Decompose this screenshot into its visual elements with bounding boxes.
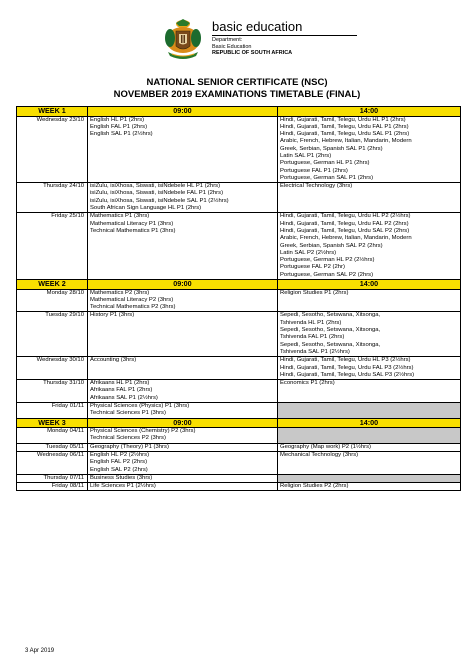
paper-entry: Geography (Theory) P1 (3hrs)	[90, 443, 169, 450]
day-cell: Thursday 31/10	[17, 380, 88, 403]
paper-entry: Arabic, French, Hebrew, Italian, Mandarin, Modern	[280, 235, 412, 242]
day-cell: Monday 28/10	[17, 289, 88, 312]
paper-entry: Business Studies (3hrs)	[90, 474, 153, 481]
pm-paper-cell	[278, 474, 461, 482]
table-row	[17, 474, 461, 482]
country-name: REPUBLIC OF SOUTH AFRICA	[212, 50, 293, 56]
day-cell: Tuesday 05/11	[17, 443, 88, 451]
paper-entry: Accounting (3hrs)	[90, 357, 137, 364]
table-row	[17, 380, 461, 403]
am-paper-cell	[88, 474, 278, 482]
paper-entry: Hindi, Gujarati, Tamil, Telegu, Urdu SAL P2 (2hrs)	[280, 227, 410, 234]
am-paper-cell	[88, 402, 278, 418]
am-paper-cell	[88, 289, 278, 312]
paper-entry: English SAL P2 (2hrs)	[90, 466, 148, 473]
paper-entry: Mathematical Literacy P2 (3hrs)	[90, 296, 174, 303]
paper-entry: Portuguese, German SAL P1 (2hrs)	[280, 174, 374, 181]
table-row	[17, 357, 461, 380]
week-label: WEEK 1	[17, 107, 88, 117]
paper-entry: Religion Studies P1 (2hrs)	[280, 289, 349, 296]
paper-entry: Tshivenda FAL P1 (2hrs)	[280, 334, 345, 341]
paper-entry: Life Sciences P1 (2½hrs)	[90, 483, 156, 490]
paper-entry: isiZulu, isiXhosa, Siswati, isiNdebele HL P1 (2hrs)	[90, 183, 221, 190]
table-row	[17, 213, 461, 280]
paper-entry: English HL P2 (2½hrs)	[90, 451, 150, 458]
pm-paper-cell	[278, 483, 461, 491]
table-row	[17, 116, 461, 183]
paper-entry: Portuguese, German HL P1 (2hrs)	[280, 160, 370, 167]
am-paper-cell	[88, 428, 278, 444]
paper-entry: Portuguese FAL P2 (2hr)	[280, 264, 345, 271]
paper-entry: Portuguese, German HL P2 (2½hrs)	[280, 257, 375, 264]
paper-entry: Arabic, French, Hebrew, Italian, Mandarin, Modern	[280, 138, 412, 145]
day-cell: Friday 08/11	[17, 483, 88, 491]
table-row	[17, 183, 461, 213]
paper-entry: Religion Studies P2 (2hrs)	[280, 483, 349, 490]
paper-entry: Hindi, Gujarati, Tamil, Telegu, Urdu SAL P1 (2hrs)	[280, 131, 410, 138]
footer-date: 3 Apr 2019	[25, 648, 55, 654]
am-paper-cell	[88, 116, 278, 183]
paper-entry: Sepedi, Sesotho, Setswana, Xitsonga,	[280, 341, 381, 348]
paper-entry: Technical Mathematics P2 (3hrs)	[90, 304, 176, 311]
day-cell: Wednesday 30/10	[17, 357, 88, 380]
day-cell: Friday 25/10	[17, 213, 88, 280]
week-label: WEEK 2	[17, 280, 88, 290]
week-header-row	[17, 107, 461, 117]
paper-entry: Latin SAL P2 (2½hrs)	[280, 249, 337, 256]
paper-entry: Latin SAL P1 (2hrs)	[280, 152, 332, 159]
pm-paper-cell	[278, 213, 461, 280]
pm-paper-cell	[278, 357, 461, 380]
paper-entry: Sepedi, Sesotho, Setswana, Xitsonga,	[280, 327, 381, 334]
pm-paper-cell	[278, 380, 461, 403]
am-paper-cell	[88, 451, 278, 474]
pm-paper-cell	[278, 116, 461, 183]
paper-entry: South African Sign Language HL P1 (2hrs)	[90, 205, 202, 212]
week-header-row	[17, 418, 461, 428]
timetable	[16, 106, 461, 491]
table-row	[17, 428, 461, 444]
paper-entry: Sepedi, Sesotho, Setswana, Xitsonga,	[280, 312, 381, 319]
department-label: Department:	[212, 37, 243, 43]
pm-paper-cell	[278, 402, 461, 418]
session-time-pm: 14:00	[278, 107, 461, 117]
brand-name: basic education	[212, 19, 303, 34]
paper-entry: Technical Sciences P1 (3hrs)	[90, 410, 166, 417]
paper-entry: Afrikaans SAL P1 (2½hrs)	[90, 394, 158, 401]
session-time-am: 09:00	[88, 418, 278, 428]
table-row	[17, 312, 461, 357]
paper-entry: Mathematics P2 (3hrs)	[90, 289, 150, 296]
paper-entry: Hindi, Gujarati, Tamil, Telegu, Urdu FAL P2 (2hrs)	[280, 220, 409, 227]
paper-entry: Hindi, Gujarati, Tamil, Telegu, Urdu HL P3 (2½hrs)	[280, 357, 411, 364]
day-cell: Monday 04/11	[17, 428, 88, 444]
paper-entry: History P1 (3hrs)	[90, 312, 135, 319]
table-row	[17, 443, 461, 451]
am-paper-cell	[88, 213, 278, 280]
paper-entry: Technical Mathematics P1 (3hrs)	[90, 227, 176, 234]
week-header-row	[17, 280, 461, 290]
paper-entry: Hindi, Gujarati, Tamil, Telegu, Urdu FAL P3 (2½hrs)	[280, 364, 414, 371]
table-row	[17, 451, 461, 474]
paper-entry: English FAL P2 (2hrs)	[90, 459, 148, 466]
am-paper-cell	[88, 183, 278, 213]
am-paper-cell	[88, 312, 278, 357]
am-paper-cell	[88, 443, 278, 451]
day-cell: Wednesday 23/10	[17, 116, 88, 183]
paper-entry: Hindi, Gujarati, Tamil, Telegu, Urdu HL P1 (2hrs)	[280, 116, 406, 123]
session-time-am: 09:00	[88, 280, 278, 290]
brand-divider	[212, 35, 357, 36]
paper-entry: Afrikaans HL P1 (2hrs)	[90, 380, 150, 387]
day-cell: Wednesday 06/11	[17, 451, 88, 474]
brand-block	[212, 20, 357, 57]
am-paper-cell	[88, 483, 278, 491]
paper-entry: Portuguese FAL P1 (2hrs)	[280, 167, 348, 174]
paper-entry: Hindi, Gujarati, Tamil, Telegu, Urdu SAL P3 (2½hrs)	[280, 371, 415, 378]
timetable-body	[17, 107, 461, 491]
paper-entry: Mathematics P1 (3hrs)	[90, 213, 150, 220]
paper-entry: Greek, Serbian, Spanish SAL P2 (2hrs)	[280, 242, 383, 249]
paper-entry: English SAL P1 (2½hrs)	[90, 131, 153, 138]
table-row	[17, 483, 461, 491]
paper-entry: Mathematical Literacy P1 (3hrs)	[90, 220, 174, 227]
paper-entry: Mechanical Technology (3hrs)	[280, 451, 359, 458]
day-cell: Thursday 24/10	[17, 183, 88, 213]
pm-paper-cell	[278, 312, 461, 357]
paper-entry: isiZulu, isiXhosa, Siswati, isiNdebele SAL P1 (2½hrs)	[90, 197, 229, 204]
day-cell: Tuesday 29/10	[17, 312, 88, 357]
paper-entry: Tshivenda SAL P1 (2½hrs)	[280, 348, 350, 355]
table-row	[17, 402, 461, 418]
paper-entry: English FAL P1 (2hrs)	[90, 123, 148, 130]
header	[160, 18, 380, 62]
paper-entry: Physical Sciences (Chemistry) P2 (3hrs)	[90, 428, 196, 435]
paper-entry: Tshivenda HL P1 (2hrs)	[280, 319, 342, 326]
session-time-pm: 14:00	[278, 280, 461, 290]
pm-paper-cell	[278, 443, 461, 451]
paper-entry: Physical Sciences (Physics) P1 (3hrs)	[90, 402, 190, 409]
coat-of-arms-icon	[160, 18, 206, 62]
paper-entry: isiZulu, isiXhosa, Siswati, isiNdebele FAL P1 (2hrs)	[90, 190, 224, 197]
paper-entry: Economics P1 (2hrs)	[280, 380, 335, 387]
pm-paper-cell	[278, 289, 461, 312]
paper-entry: Hindi, Gujarati, Tamil, Telegu, Urdu FAL P1 (2hrs)	[280, 123, 409, 130]
week-label: WEEK 3	[17, 418, 88, 428]
session-time-pm: 14:00	[278, 418, 461, 428]
paper-entry: Greek, Serbian, Spanish SAL P1 (2hrs)	[280, 145, 383, 152]
day-cell: Thursday 07/11	[17, 474, 88, 482]
session-time-am: 09:00	[88, 107, 278, 117]
paper-entry: Electrical Technology (3hrs)	[280, 183, 353, 190]
paper-entry: Technical Sciences P2 (3hrs)	[90, 435, 166, 442]
pm-paper-cell	[278, 451, 461, 474]
department-name: Basic Education	[212, 43, 252, 50]
day-cell: Friday 01/11	[17, 402, 88, 418]
table-row	[17, 289, 461, 312]
paper-entry: Hindi, Gujarati, Tamil, Telegu, Urdu HL P2 (2½hrs)	[280, 213, 411, 220]
page-subtitle: NOVEMBER 2019 EXAMINATIONS TIMETABLE (FINAL)	[113, 89, 361, 100]
paper-entry: Portuguese, German SAL P2 (2hrs)	[280, 271, 374, 278]
paper-entry: Geography (Map work) P2 (1½hrs)	[280, 443, 372, 450]
paper-entry: English HL P1 (2hrs)	[90, 116, 145, 123]
page-title: NATIONAL SENIOR CERTIFICATE (NSC)	[146, 77, 328, 88]
am-paper-cell	[88, 357, 278, 380]
paper-entry: Afrikaans FAL P1 (2hrs)	[90, 387, 153, 394]
am-paper-cell	[88, 380, 278, 403]
pm-paper-cell	[278, 428, 461, 444]
pm-paper-cell	[278, 183, 461, 213]
